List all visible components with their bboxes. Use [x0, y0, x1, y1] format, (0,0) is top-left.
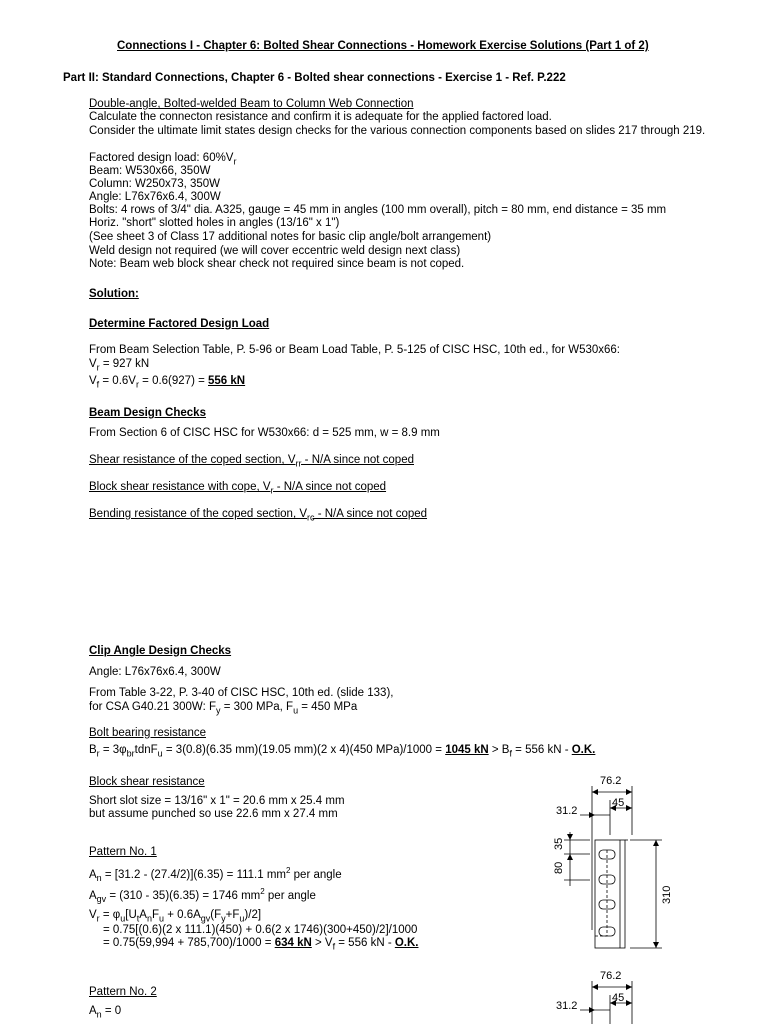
dim-45: 45 — [612, 797, 625, 809]
dim-80: 80 — [553, 861, 565, 874]
bearing-formula: $B_r$ = $3\varphi_{br}tdnF_u = 3(0.8)(6.35$ mm)(19.05 mm)(2 x 4)(450 MPa)/1000 = 1045 kN > $B_f = 556$ kN - O.K. — [89, 744, 596, 759]
beam-checks-from: From Section 6 of CISC HSC for W530x66: d = 525 mm, w = 8.9 mm — [89, 427, 440, 439]
given-angle: Angle: L76x76x6.4, 300W — [89, 191, 221, 203]
page-title: Connections I - Chapter 6: Bolted Shear Connections - Homework Exercise Solutions (Part 1 of 2) — [117, 40, 649, 52]
given-beam: Beam: W530x66, 350W — [89, 165, 211, 177]
given-column: Column: W250x73, 350W — [89, 178, 221, 190]
solution-label: Solution: — [89, 288, 139, 300]
bearing-heading: Bolt bearing resistance — [89, 727, 206, 739]
pattern-1-line-2: = 0.75[(0.6)(2 x 111.1)(450) + 0.6(2 x 1746)(300+450)/2]/1000 — [103, 924, 418, 936]
shear-coped-line: Shear resistance of the coped section, $V_{rr} - N/A$ since not coped — [89, 454, 414, 469]
vr-line: $V_r = 927$ kN — [89, 358, 150, 373]
given-note: Note: Beam web block shear check not required since beam is not coped. — [89, 258, 465, 270]
part-heading: Part II: Standard Connections, Chapter 6 - Bolted shear connections - Exercise 1 - Ref. P.222 — [63, 72, 566, 84]
pattern-2-heading: Pattern No. 2 — [89, 986, 157, 998]
load-from-table: From Beam Selection Table, P. 5-96 or Beam Load Table, P. 5-125 of CISC HSC, 10th ed., for W530x66: — [89, 344, 620, 356]
given-see: (See sheet 3 of Class 17 additional notes for basic clip angle/bolt arrangement) — [89, 231, 492, 243]
clip-from-1: From Table 3-22, P. 3-40 of CISC HSC, 10th ed. (slide 133), — [89, 687, 394, 699]
pattern-1-an: $A_n = [31.2 - (27.4/2)](6.35) = 111.1$ $mm^2$ per angle — [89, 866, 342, 884]
pattern-1-line-3: = 0.75(59,994 + 785,700)/1000 = 634 kN > $V_f = 556$ kN - O.K. — [103, 937, 419, 952]
given-bolts: Bolts: 4 rows of 3/4" dia. A325, gauge = 45 mm in angles (100 mm overall), pitch = 80 mm, end distance = 35 mm — [89, 204, 667, 216]
pattern-1-vr: $V_r = \varphi_u[U_tA_nF_u + 0.6A_{gv}(F_y+F_u)/2]$ — [89, 909, 262, 924]
dim-310: 310 — [661, 885, 673, 904]
given-holes: Horiz. "short" slotted holes in angles (13/16" x 1") — [89, 217, 340, 229]
intro-heading: Double-angle, Bolted-welded Beam to Column Web Connection — [89, 98, 414, 110]
clip-from-2: for CSA G40.21 300W: $F_y = 300$ MPa, $F_u = 450$ MPa — [89, 701, 358, 716]
angle-detail-figure-1 — [540, 770, 680, 960]
dim-31-2: 31.2 — [556, 1000, 578, 1012]
pattern-1-heading: Pattern No. 1 — [89, 846, 157, 858]
beam-checks-heading: Beam Design Checks — [89, 407, 206, 419]
dim-45: 45 — [612, 992, 625, 1004]
block-shear-cope-line: Block shear resistance with cope, $V_r - N/A$ since not coped — [89, 481, 387, 496]
intro-line-1: Calculate the connecton resistance and confirm it is adequate for the applied factored load. — [89, 111, 552, 123]
bending-coped-line: Bending resistance of the coped section, $V_{rc} - N/A$ since not coped — [89, 508, 428, 523]
clip-heading: Clip Angle Design Checks — [89, 645, 232, 657]
intro-line-2: Consider the ultimate limit states design checks for the various connection components based on slides 217 through 219. — [89, 125, 706, 137]
slot-size-2: but assume punched so use 22.6 mm x 27.4 mm — [89, 808, 338, 820]
given-load: Factored design load: $60\%V_r$ — [89, 152, 237, 167]
clip-angle: Angle: L76x76x6.4, 300W — [89, 666, 221, 678]
load-heading: Determine Factored Design Load — [89, 318, 270, 330]
angle-detail-figure-2 — [540, 965, 680, 1024]
pattern-1-agv: $A_{gv} = (310 - 35)(6.35) = 1746$ $mm^2$ per angle — [89, 887, 316, 905]
dim-76-2: 76.2 — [600, 775, 622, 787]
vf-line: $V_f = 0.6V_r = 0.6(927) = 556$ kN — [89, 375, 246, 390]
slot-size-1: Short slot size = 13/16" x 1" = 20.6 mm x 25.4 mm — [89, 795, 345, 807]
dim-76-2: 76.2 — [600, 970, 622, 982]
given-weld: Weld design not required (we will cover eccentric weld design next class) — [89, 245, 461, 257]
pattern-2-an: $A_n = 0$ — [89, 1005, 122, 1020]
dim-31-2: 31.2 — [556, 805, 578, 817]
block-shear-heading: Block shear resistance — [89, 776, 205, 788]
dim-35: 35 — [553, 837, 565, 850]
